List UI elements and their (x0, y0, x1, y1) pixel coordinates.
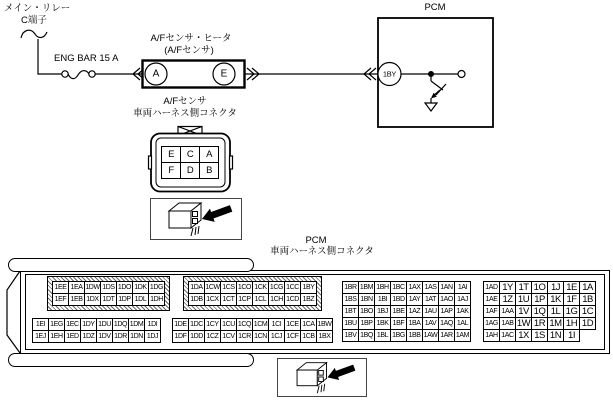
pin-cell: 1V (516, 306, 532, 318)
pin-cell: 1CT (221, 294, 237, 306)
pin-cell: 1X (516, 330, 532, 342)
pin-cell: 1AF (484, 306, 500, 318)
pin-cell: 1AX (407, 282, 423, 294)
pin-cell: 1P (532, 294, 548, 306)
pin-cell: 1CV (221, 331, 237, 343)
pin-cell: 1BA (407, 318, 423, 330)
pcm-pin-block-4 (172, 318, 333, 343)
connector-view-icon-box-bottom (277, 358, 367, 397)
pcm-pin-block-2 (32, 318, 161, 343)
pin-cell: 1DM (129, 319, 145, 331)
pin-cell: B (200, 163, 219, 179)
pin-cell: 1DP (117, 294, 133, 306)
pin-cell: 1BW (317, 319, 333, 331)
pin-cell: 1O (532, 282, 548, 294)
pin-cell: 1AJ (455, 294, 471, 306)
pin-cell: 1J (548, 282, 564, 294)
pin-cell: 1AO (439, 294, 455, 306)
pin-cell: 1F (564, 294, 580, 306)
pcm-pin-block-6 (483, 281, 596, 342)
pin-cell: 1DK (133, 282, 149, 294)
heater-label-line2: (A/Fセンサ) (164, 45, 214, 56)
af-connector-pin-grid (161, 146, 219, 179)
connector-view-icon-box (150, 198, 242, 240)
pin-cell: 1CM (253, 319, 269, 331)
pin-cell: 1AM (455, 330, 471, 342)
pin-cell: 1AY (407, 294, 423, 306)
pin-cell: 1U (516, 294, 532, 306)
pin-cell: 1BH (375, 282, 391, 294)
arrow-icon (325, 362, 356, 384)
pin-cell: 1H (564, 318, 580, 330)
pin-cell: C (181, 147, 200, 163)
pin-cell: 1AW (423, 330, 439, 342)
pin-cell: 1CC (285, 282, 301, 294)
pin-cell: 1DJ (145, 331, 161, 343)
pin-cell: 1BV (343, 330, 359, 342)
pin-cell: 1BL (375, 330, 391, 342)
pin-cell: 1BC (391, 282, 407, 294)
af-connector-label-line2: 車両ハーネス側コネクタ (133, 108, 237, 119)
pin-cell: 1DT (101, 294, 117, 306)
pin-cell: 1BI (375, 294, 391, 306)
pin-cell: 1DC (189, 319, 205, 331)
pin-cell: 1AB (500, 318, 516, 330)
pin-cell: 1N (548, 330, 564, 342)
pin-cell: 1EC (65, 319, 81, 331)
pin-cell: 1EA (69, 282, 85, 294)
pin-cell: 1EB (69, 294, 85, 306)
pin-cell: 1DA (189, 282, 205, 294)
pin-cell: 1DQ (113, 319, 129, 331)
pin-cell: 1AA (500, 306, 516, 318)
pin-cell: 1AP (439, 306, 455, 318)
pin-cell: 1CH (269, 294, 285, 306)
pin-cell: 1DF (173, 331, 189, 343)
pin-cell: 1BR (343, 282, 359, 294)
pin-cell: 1BE (391, 306, 407, 318)
connector-view-icon (151, 199, 239, 237)
pin-cell: 1CZ (205, 331, 221, 343)
relay-contact-icon (21, 30, 47, 38)
pin-cell: 1AH (484, 330, 500, 342)
pin-cell: 1CE (285, 319, 301, 331)
pin-cell: 1DO (117, 282, 133, 294)
pin-cell: 1BO (359, 306, 375, 318)
pin-cell: 1CB (301, 331, 317, 343)
pin-cell: A (200, 147, 219, 163)
fuse-label: ENG BAR 15 A (54, 53, 119, 64)
pcm-connector-label-line1: PCM (305, 235, 327, 246)
pin-cell: F (162, 163, 181, 179)
pin-cell: 1G (564, 306, 580, 318)
pin-cell: 1AC (500, 330, 516, 342)
pin-cell: 1BY (301, 282, 317, 294)
pin-cell: 1DZ (81, 331, 97, 343)
pin-cell: 1T (516, 282, 532, 294)
pin-cell: 1EI (33, 319, 49, 331)
pin-cell: 1AZ (407, 306, 423, 318)
pin-cell: 1EH (49, 331, 65, 343)
pin-cell: 1DH (149, 294, 165, 306)
pin-cell: 1DB (189, 294, 205, 306)
pin-cell: 1EE (53, 282, 69, 294)
pin-cell: 1W (516, 317, 531, 329)
fuse-icon (62, 71, 68, 77)
pin-cell: 1AV (423, 318, 439, 330)
pin-cell: 1AI (455, 282, 471, 294)
pin-cell: 1CQ (237, 319, 253, 331)
pin-cell: 1DE (173, 319, 189, 331)
pin-cell: 1AQ (439, 318, 455, 330)
pin-cell: 1CS (221, 282, 237, 294)
pin-cell: 1CI (269, 319, 285, 331)
pin-cell: 1Y (500, 282, 516, 294)
pin-cell: 1CD (285, 294, 301, 306)
pin-cell: 1BB (407, 330, 423, 342)
pin-cell: 1CU (221, 319, 237, 331)
pin-cell: 1DN (129, 331, 145, 343)
pin-cell: 1AL (455, 318, 471, 330)
pin-cell: 1DW (85, 282, 101, 294)
pin-cell: 1BU (343, 318, 359, 330)
pin-cell: 1CJ (269, 331, 285, 343)
pin-cell: 1A (580, 282, 596, 294)
pin-cell: 1AG (484, 318, 500, 330)
pin-cell: 1AT (423, 294, 439, 306)
pin-cell: 1BN (359, 294, 375, 306)
pin-cell: 1CY (205, 319, 221, 331)
pin-cell: 1EG (49, 319, 65, 331)
pin-cell: 1DL (133, 294, 149, 306)
pin-cell: 1S (532, 330, 548, 342)
pin-cell: 1Z (500, 294, 516, 306)
pin-cell: 1I (564, 330, 580, 342)
pin-cell: 1CR (237, 331, 253, 343)
pin-cell: 1BM (359, 282, 375, 294)
pin-cell: 1BT (343, 306, 359, 318)
pin-cell: 1DR (113, 331, 129, 343)
pin-cell: 1AK (455, 306, 471, 318)
main-relay-label-line1: メイン・リレー (4, 3, 71, 14)
pin-cell: 1CX (205, 294, 221, 306)
arrow-icon (200, 202, 234, 226)
pcm-terminal-1by: 1BY (382, 69, 397, 79)
pin-cell: 1CP (237, 294, 253, 306)
pin-cell: 1AE (484, 294, 500, 306)
pin-cell: 1BS (343, 294, 359, 306)
pin-cell: 1BX (317, 331, 333, 343)
pin-cell: 1CN (253, 331, 269, 343)
pin-cell: 1DD (189, 331, 205, 343)
pin-cell: 1DV (97, 331, 113, 343)
pin-cell: 1K (548, 294, 564, 306)
pin-cell: 1DU (97, 319, 113, 331)
pin-cell: 1CW (205, 282, 221, 294)
pin-cell: 1AN (439, 282, 455, 294)
pcm-pin-block-3 (183, 276, 322, 311)
pin-cell: 1BF (391, 318, 407, 330)
pin-cell: 1AR (439, 330, 455, 342)
pin-cell: 1L (548, 306, 564, 318)
pin-cell: 1CG (269, 282, 285, 294)
pin-cell: 1C (580, 306, 596, 318)
pin-cell: 1BP (359, 318, 375, 330)
pin-cell: 1EF (53, 294, 69, 306)
pin-cell: 1CL (253, 294, 269, 306)
pcm-connector-label-line2: 車両ハーネス側コネクタ (270, 246, 374, 257)
pin-cell: 1B (580, 294, 596, 306)
pin-cell: 1D (580, 318, 596, 330)
pin-cell: 1BQ (359, 330, 375, 342)
main-relay-label-line2: C端子 (21, 15, 47, 26)
pin-cell: 1Q (532, 306, 548, 318)
pin-cell: 1E (564, 282, 580, 294)
pin-cell: 1EJ (33, 331, 49, 343)
pin-cell: 1BG (391, 330, 407, 342)
connector-view-icon (278, 359, 364, 394)
pin-cell: 1CA (301, 319, 317, 331)
pin-cell: 1BK (375, 318, 391, 330)
pcm-pin-block-1 (47, 276, 170, 311)
heater-label-line1: A/Fセンサ・ヒータ (150, 33, 232, 44)
pin-cell: 1DS (101, 282, 117, 294)
heater-terminal-e: E (220, 68, 228, 80)
pcm-connector-bottom-lever (8, 353, 254, 367)
pin-cell: 1BZ (301, 294, 317, 306)
pin-cell: D (181, 163, 200, 179)
pin-cell: 1BD (391, 294, 407, 306)
pcm-internal-node (458, 71, 465, 78)
pin-cell: 1CK (253, 282, 269, 294)
pin-cell: 1AS (423, 282, 439, 294)
pin-cell: 1DY (81, 319, 97, 331)
pcm-label: PCM (424, 2, 446, 13)
pin-cell: 1DX (85, 294, 101, 306)
pin-cell: 1AU (423, 306, 439, 318)
pcm-connector-top-lever (8, 258, 254, 272)
pcm-pin-block-5 (342, 281, 471, 342)
pin-cell: 1CO (237, 282, 253, 294)
pin-cell: 1CF (285, 331, 301, 343)
pin-cell: 1DI (145, 319, 161, 331)
af-connector-label-line1: A/Fセンサ (163, 96, 207, 107)
pin-cell: 1ED (65, 331, 81, 343)
pin-cell: 1M (549, 317, 562, 329)
pin-cell: 1BJ (375, 306, 391, 318)
pin-cell: 1DG (149, 282, 165, 294)
pin-cell: 1R (532, 318, 548, 330)
pin-cell: 1AD (484, 282, 500, 294)
pin-cell: E (162, 147, 181, 163)
heater-terminal-a: A (152, 68, 160, 80)
